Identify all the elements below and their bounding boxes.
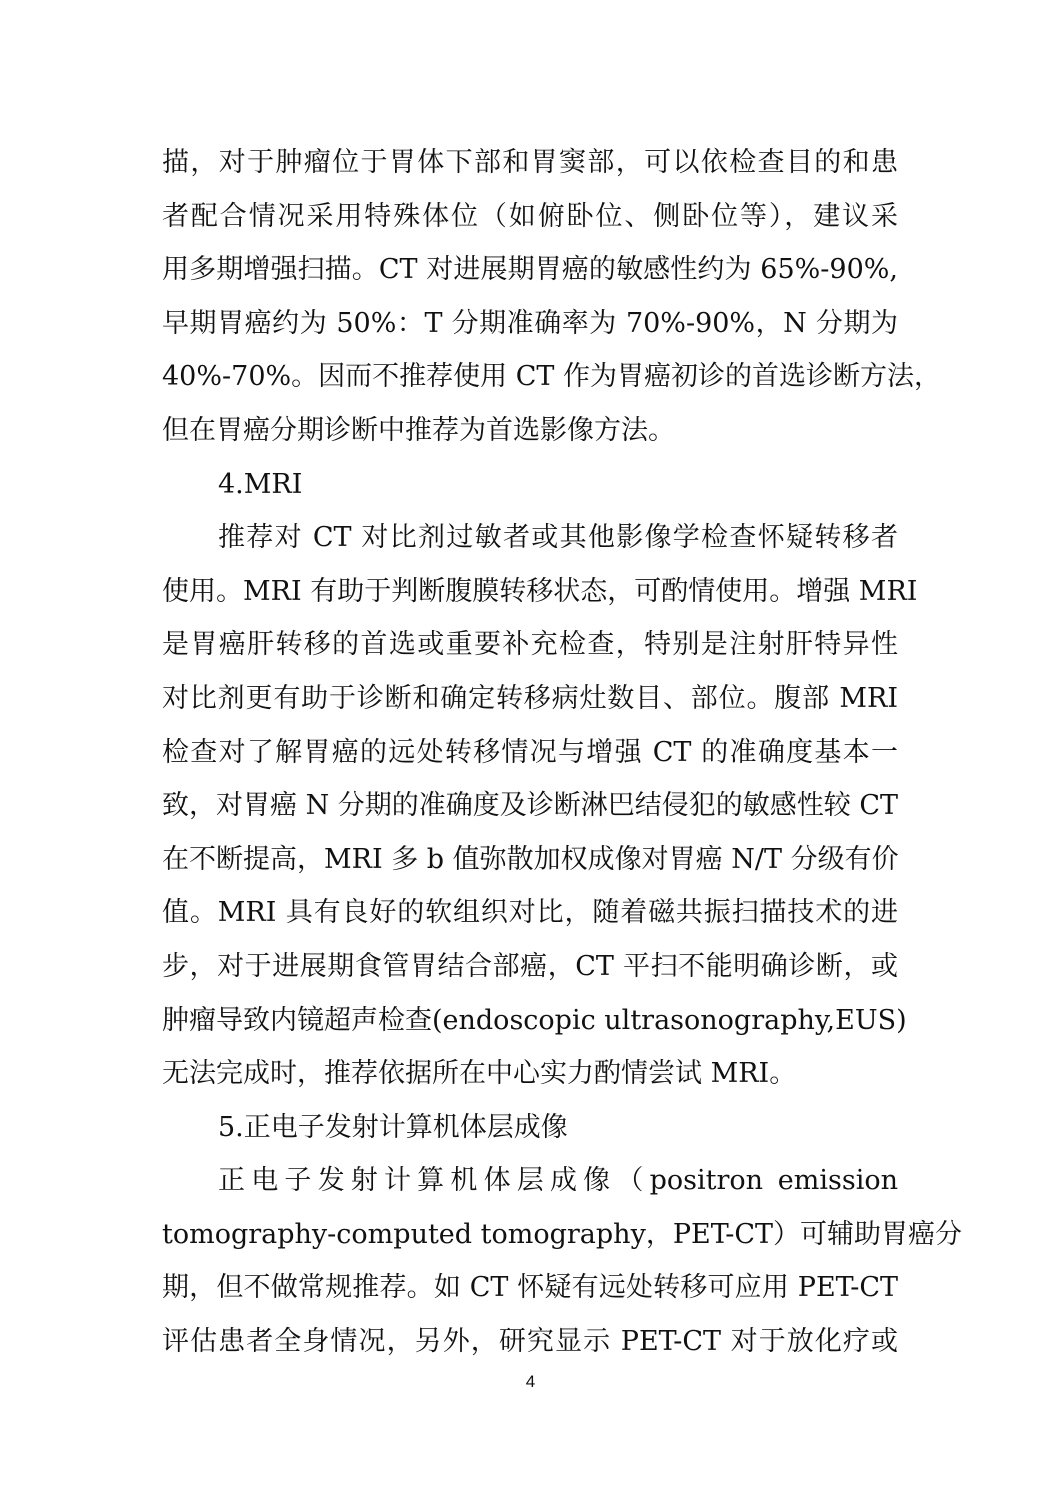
paragraph-line: 肿瘤导致内镜超声检查(endoscopic ultrasonography,EUS): [162, 1004, 907, 1036]
paragraph-line: 无法完成时，推荐依据所在中心实力酌情尝试 MRI。: [162, 1058, 797, 1090]
paragraph-line: 值。MRI 具有良好的软组织对比，随着磁共振扫描技术的进: [162, 897, 898, 929]
section-heading-mri: 4.MRI: [218, 468, 303, 500]
paragraph-line: 期，但不做常规推荐。如 CT 怀疑有远处转移可应用 PET-CT: [162, 1272, 898, 1304]
paragraph-line: 检查对了解胃癌的远处转移情况与增强 CT 的准确度基本一: [162, 736, 898, 768]
paragraph-line: 是胃癌肝转移的首选或重要补充检查，特别是注射肝特异性: [162, 629, 898, 661]
paragraph-line: 使用。MRI 有助于判断腹膜转移状态，可酌情使用。增强 MRI: [162, 575, 918, 607]
paragraph-line: 但在胃癌分期诊断中推荐为首选影像方法。: [162, 414, 675, 446]
paragraph-line: tomography-computed tomography，PET-CT）可辅助胃癌分: [162, 1218, 963, 1250]
paragraph-line: 用多期增强扫描。CT 对进展期胃癌的敏感性约为 65%-90%,: [162, 254, 898, 286]
paragraph-line: 早期胃癌约为 50%：T 分期准确率为 70%-90%，N 分期为: [162, 307, 898, 339]
paragraph-line: 40%-70%。因而不推荐使用 CT 作为胃癌初诊的首选诊断方法，: [162, 361, 941, 393]
paragraph-line: 描，对于肿瘤位于胃体下部和胃窦部，可以依检查目的和患: [162, 147, 898, 178]
paragraph-line: 评估患者全身情况，另外，研究显示 PET-CT 对于放化疗或: [162, 1326, 898, 1358]
paragraph-line: 者配合情况采用特殊体位（如俯卧位、侧卧位等），建议采: [162, 200, 898, 232]
document-body: [162, 136, 963, 1369]
paragraph-line: 步，对于进展期食管胃结合部癌，CT 平扫不能明确诊断，或: [162, 950, 898, 982]
section-heading-pet-ct: 5.正电子发射计算机体层成像: [218, 1111, 568, 1143]
page-number: 4: [525, 1372, 536, 1391]
paragraph-line: 致，对胃癌 N 分期的准确度及诊断淋巴结侵犯的敏感性较 CT: [162, 790, 899, 822]
paragraph-line: 在不断提高，MRI 多 b 值弥散加权成像对胃癌 N/T 分级有价: [162, 843, 899, 875]
paragraph-line: 对比剂更有助于诊断和确定转移病灶数目、部位。腹部 MRI: [162, 682, 898, 714]
paragraph-line: 推荐对 CT 对比剂过敏者或其他影像学检查怀疑转移者: [218, 522, 898, 554]
paragraph-line: 正电子发射计算机体层成像（positron emission: [218, 1165, 898, 1197]
